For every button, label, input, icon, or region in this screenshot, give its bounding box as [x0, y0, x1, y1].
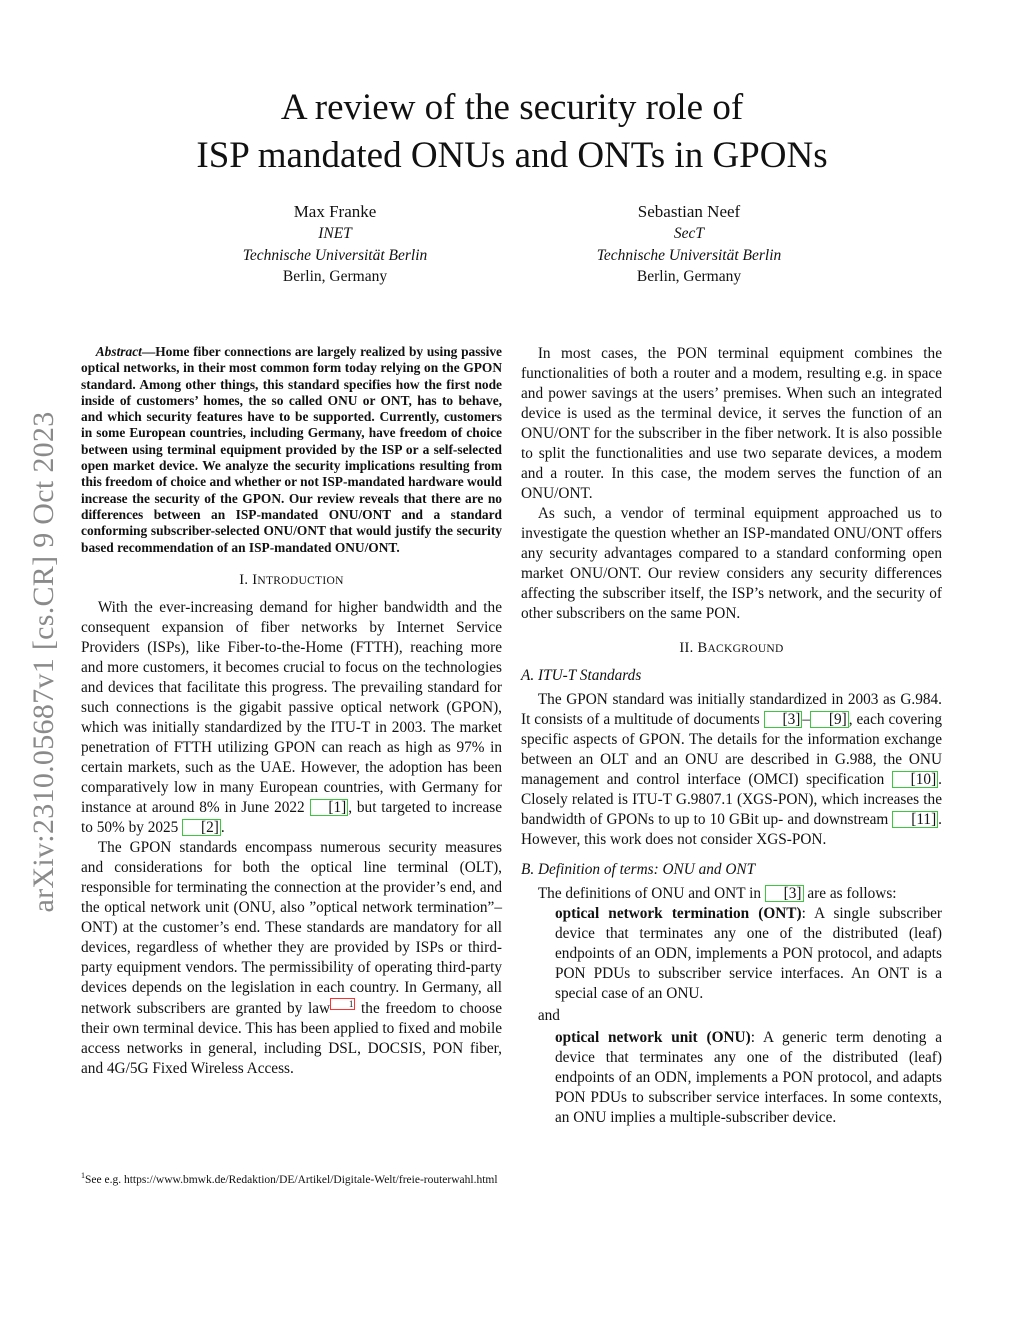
section-heading-introduction: [81, 570, 502, 591]
ont-term: optical network termination (ONT): [555, 905, 802, 922]
arxiv-id: arXiv:2310.05687v1 [cs.CR] 9 Oct 2023: [27, 411, 60, 913]
citation-link[interactable]: [9]: [810, 711, 849, 728]
footnote-link[interactable]: 1: [330, 998, 355, 1010]
paragraph-text: The GPON standards encompass numerous security measures and considerations for both the optical line terminal (OLT), responsible for terminating the connection at the provider’s end, and the optical network unit (ONU, also ”optical network termination”– ONT) at the customer’s end. These standards are mandatory for all devices, regardless of whether they are provided by ISPs or third-party equipment vendors. The permissibility of operating third-party devices depends on the legislation in each country. In Germany, all network subscribers are granted by law: [81, 838, 502, 1017]
author-dept: SecT: [673, 225, 705, 242]
author-location: Berlin, Germany: [636, 268, 742, 285]
author-block-1: [185, 201, 485, 288]
onu-definition: [555, 1028, 942, 1128]
paragraph-text: The definitions of ONU and ONT in: [537, 885, 765, 902]
paragraph-text: . However, this work does not consider XGS-PON.: [521, 811, 942, 848]
section-number: I.: [239, 571, 253, 588]
abstract-label: Abstract: [95, 344, 142, 359]
paragraph-text: the freedom to choose their own terminal device. This has been applied to fixed and mobile access networks in general, including DSL, DOCSIS, PON fiber, and 4G/5G Fixed Wireless Access.: [81, 999, 502, 1077]
paragraph-text: The GPON standard was initially standardized in 2003 as G.984. It consists of a multitude of documents: [521, 691, 942, 728]
citation-link[interactable]: [3]: [765, 885, 804, 902]
section-title-initial: I: [252, 571, 258, 588]
onu-definition-text: : A generic term denoting a device that terminates any one of the distributed (leaf) endpoints of an ODN, implements a PON protocol, and adapts PON PDUs to subscriber service interfaces. In some contexts, an ONU implies a multiple-subscriber device.: [555, 1029, 942, 1126]
section-title-rest: NTRODUCTION: [257, 574, 344, 587]
section-title-rest: ACKGROUND: [707, 643, 784, 655]
subsection-heading-definitions: B. Definition of terms: ONU and ONT: [521, 861, 756, 878]
citation-link[interactable]: [3]: [764, 711, 803, 728]
author-name: Sebastian Neef: [637, 202, 741, 221]
paragraph-text: , but targeted to increase to 50% by 2025: [81, 798, 502, 836]
subsection-heading-itu-t: A. ITU-T Standards: [521, 667, 642, 684]
footnote-text: See e.g. https://www.bmwk.de/Redaktion/DE/Artikel/Digitale-Welt/freie-routerwahl.html: [85, 1173, 498, 1186]
onu-term: optical network unit (ONU): [555, 1029, 751, 1046]
citation-link[interactable]: [11]: [892, 811, 938, 828]
paragraph-text: .: [220, 818, 225, 836]
ont-definition: [555, 904, 942, 1004]
paragraph-text: With the ever-increasing demand for higher bandwidth and the consequent expansion of fiber networks by Internet Service Providers (ISPs), like Fiber-to-the-Home (FTTH), reaching more and more customers, it becomes crucial to focus on the technologies and devices that facilitate this progress. The prevailing standard for such connections is the gigabit passive optical network (GPON), which was initially standardized by the ITU-T in 2003. The market penetration of FTTH utilizing GPON can reach as high as 97% in certain markets, such as the UAE. However, the adoption has been comparatively low in many European countries, with Germany for instance at around 8% in June 2022: [81, 598, 502, 816]
paragraph-text: are as follows:: [803, 885, 897, 902]
left-column: [81, 344, 502, 1079]
paper-title: [0, 84, 1024, 180]
author-name: Max Franke: [293, 202, 377, 221]
paragraph-text: , each covering specific aspects of GPON. The details for the information exchange between an OLT and an ONU are described in G.988, the ONU management and control interface (OMCI) specification: [521, 711, 942, 788]
citation-link[interactable]: [2]: [182, 819, 221, 836]
author-affiliation: Technische Universität Berlin: [242, 246, 428, 264]
citation-link[interactable]: [1]: [310, 799, 349, 816]
author-block-2: [539, 201, 839, 288]
footnote-mark: 1: [81, 1171, 85, 1180]
intro-paragraph-2: [81, 838, 502, 1079]
section-title-initial: B: [697, 640, 708, 656]
background-paragraph-a: [521, 690, 942, 850]
and-connector: and: [537, 1007, 560, 1024]
right-paragraph-2: As such, a vendor of terminal equipment approached us to investigate the question whether an ISP-mandated ONU/ONT offers any security advantages compared to a standard conforming open market ONU/ONT. Our review considers any security differences affecting the subscriber itself, the ISP’s network, and the security of other subscribers on the same PON.: [521, 505, 942, 622]
abstract-text: Home fiber connections are largely realized by using passive optical networks, in their most common form today relying on the GPON standard. Among other things, this standard specifies how the first node inside of customers’ homes, the so called ONU or ONT, has to behave, and which security features have to be supported. Currently, customers in some European countries, including Germany, have freedom of choice between using terminal equipment provided by the ISP or a self-selected open market device. We analyze the security implications resulting from this freedom of choice and whether or not ISP-mandated hardware would increase the security of the GPON. Our review reveals that there are no differences between an ISP-mandated ONU/ONT and a standard conforming subscriber-selected ONU/ONT that would justify the security based recommendation of an ISP-mandated ONU/ONT.: [81, 344, 502, 555]
section-number: II.: [679, 640, 698, 656]
abstract-dash: —: [141, 344, 156, 359]
title-line-2: ISP mandated ONUs and ONTs in GPONs: [196, 135, 828, 176]
paragraph-text: –: [802, 711, 811, 728]
title-line-1: A review of the security role of: [280, 87, 744, 128]
right-column: [521, 344, 942, 1128]
arxiv-watermark: [24, 365, 64, 960]
ont-definition-text: : A single subscriber device that terminates any one of the distributed (leaf) endpoints of an ODN, implements a PON protocol, and adapts PON PDUs to subscriber service interfaces. An ONT is a special case of an ONU.: [555, 905, 942, 1002]
abstract: [81, 344, 502, 556]
paragraph-text: . Closely related is ITU-T G.9807.1 (XGS-PON), which increases the bandwidth of GPONs to up to 10 GBit up- and downstream: [521, 771, 942, 828]
intro-paragraph-1: [81, 598, 502, 838]
background-paragraph-b: [521, 884, 942, 904]
footnote: [81, 1168, 502, 1188]
author-dept: INET: [318, 225, 352, 242]
author-affiliation: Technische Universität Berlin: [596, 246, 782, 264]
right-paragraph-1: In most cases, the PON terminal equipment combines the functionalities of both a router and a modem, resulting e.g. in space and power savings at the users’ premises. When such an integrated device is used as the terminal device, it serves the function of an ONU/ONT for the subscriber in the fiber network. It is also possible to split the functionalities and use two separate devices, a modem and a router. In this case, the modem serves the function of an ONU/ONT.: [521, 345, 942, 502]
citation-link[interactable]: [10]: [892, 771, 938, 788]
author-location: Berlin, Germany: [282, 268, 388, 285]
section-heading-background: [521, 638, 942, 659]
